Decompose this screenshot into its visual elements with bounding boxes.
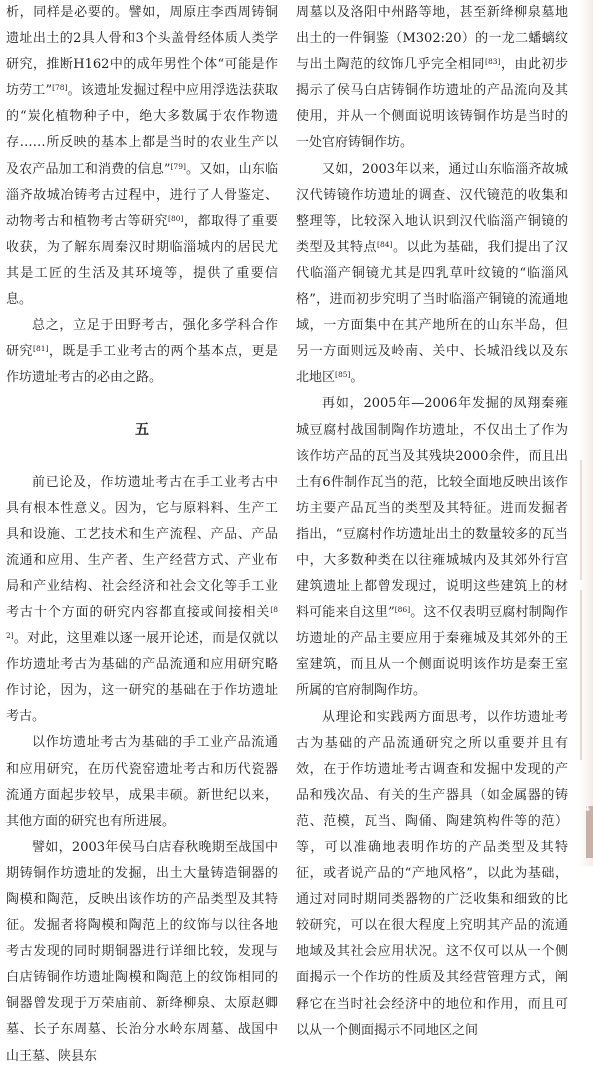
footnote-ref[interactable]: [79] [170,161,186,171]
left-column [6,0,278,1070]
text-run: 。又如，山东临淄齐故城冶铸考古过程中，进行了人骨鉴定、动物考古和植物考古等研究 [6,161,278,229]
page-number: 4 [583,803,590,814]
spacer [6,457,278,470]
footnote-ref[interactable]: [81] [33,344,49,354]
text-run: 。 [350,370,364,386]
text-run: 又如，2003年以来，通过山东临淄齐故城汉代铸镜作坊遗址的调查、汉代镜范的收集和整理等，比较深入地认识到汉代临淄产铜镜的类型及其特点 [296,161,568,255]
paragraph [296,157,568,392]
text-run: 。对此，这里难以逐一展开论述，而是仅就以作坊遗址考古为基础的产品流通和应用研究略作讨论，因为，这一研究的基础在于作坊遗址考古。 [6,631,278,725]
paragraph [6,313,278,391]
footnote-ref[interactable]: [83] [485,57,501,67]
text-run: 。该遗址发掘过程中应用浮选法获取的“炭化植物种子中，绝大多数属于农作物遗存……所反映的基本上都是当时的农业生产以及农产品加工和消费的信息” [6,83,278,177]
footnote-ref[interactable]: [85] [335,370,351,380]
paragraph: 譬如，2003年侯马白店春秋晚期至战国中期铸铜作坊遗址的发掘，出土大量铸造铜器的陶模和陶范，反映出该作坊的产品类型及其特征。发掘者将陶模和陶范上的纹饰与以往各地考古发现的同时期铜器进行详细比较，发现与白店铸铜作坊遗址陶模和陶范上的纹饰相同的铜器曾发现于万荣庙前、新绛柳泉、太原赵卿墓、长子东周墓、长治分水岭东周墓、战国中山王墓、陕县东 [6,839,278,1064]
page-edge-mark [580,460,592,580]
footnote-ref[interactable]: [86] [394,605,411,615]
spacer [6,391,278,404]
text-run: ，既是手工业考古的两个基本点，更是作坊遗址考古的必由之路。 [6,344,278,386]
page-edge-mark [580,590,592,760]
paragraph [296,0,568,157]
right-column [296,0,568,1044]
paragraph [6,470,278,731]
text-run: 前已论及，作坊遗址考古在手工业考古中具有根本性意义。因为，它与原料料、生产工具和设施、工艺技术和生产流程、产品、产品流通和应用、生产者、生产经营方式、产业布局和产业结构、社会经济和社会文化等手工业考古十个方面的研究内容都直接或间接相关 [6,474,278,620]
text-run: 再如，2005年—2006年发掘的凤翔秦雍城豆腐村战国制陶作坊遗址，不仅出土了作为该作坊产品的瓦当及其残块2000余件，而且出土有6件制作瓦当的范，比较全面地反映出该作坊主要产品瓦当的类型及其特征。进而发掘者指出，“豆腐村作坊遗址出土的数量较多的瓦当中，大多数种类在以往雍城城内及其郊外行宫建筑遗址上都曾发现过，说明这些建筑上的材料可能来自这里” [296,396,568,621]
text-run: 。以此为基础，我们提出了汉代临淄产铜镜尤其是四乳草叶纹镜的“临淄风格”，进而初步究明了当时临淄产铜镜的流通地域，一方面集中在其产地所在的山东半岛，但另一方面则远及岭南、关中、长城沿线以及东北地区 [296,239,568,386]
text-run: 。这不仅表明豆腐村制陶作坊遗址的产品主要应用于秦雍城及其郊外的王室建筑，而且从一个侧面说明该作坊是秦王室所属的官府制陶作坊。 [296,605,568,699]
text-run: ，由此初步揭示了侯马白店铸铜作坊遗址的产品流向及其使用，并从一个侧面说明该铸铜作坊是当时的一处官府铸铜作坊。 [296,57,568,151]
paragraph: 以作坊遗址考古为基础的手工业产品流通和应用研究，在历代瓷窑遗址考古和历代瓷器流通方面起步较早，成果丰硕。新世纪以来，其他方面的研究也有所进展。 [6,735,278,829]
paragraph [6,0,278,313]
footnote-ref[interactable]: [82] [6,604,278,641]
footnote-ref[interactable]: [78] [52,83,68,93]
text-run: 析，同样是必要的。譬如，周原庄李西周铸铜遗址出土的2具人骨和3个头盖骨经体质人类学研究，推断H162中的成年男性个体“可能是作坊劳工” [6,5,278,99]
footnote-ref[interactable]: [84] [377,239,393,249]
text-run: 总之，立足于田野考古，强化多学科合作研究 [6,318,278,360]
text-run: ，都取得了重要收获，为了解东周秦汉时期临淄城内的居民尤其是工匠的生活及其环境等，提供了重要信息。 [6,213,278,308]
paragraph: 从理论和实践两方面思考，以作坊遗址考古为基础的产品流通研究之所以重要并且有效，在于作坊遗址考古调查和发掘中发现的产品和残次品、有关的生产器具（如金属器的铸范、范模，瓦当、陶俑、陶建筑构件等的范）等，可以准确地表明作坊的产品类型及其特征，或者说产品的“产地风格”，以此为基础，通过对同时期同类器物的广泛收集和细致的比较研究，可以在很大程度上究明其产品的流通地域及其社会应用状况。这不仅可以从一个侧面揭示一个作坊的性质及其经营管理方式，阐释它在当时社会经济中的地位和作用，而且可以从一个侧面揭示不同地区之间 [296,709,568,1038]
paragraph [296,391,568,704]
section-title: 五 [135,422,149,439]
text-run: 周墓以及洛阳中州路等地，甚至新绛柳泉墓地出土的一件铜鉴（M302:20）的一龙二蟠螭纹与出土陶范的纹饰几乎完全相同 [296,5,568,73]
footnote-ref[interactable]: [80] [168,213,184,223]
